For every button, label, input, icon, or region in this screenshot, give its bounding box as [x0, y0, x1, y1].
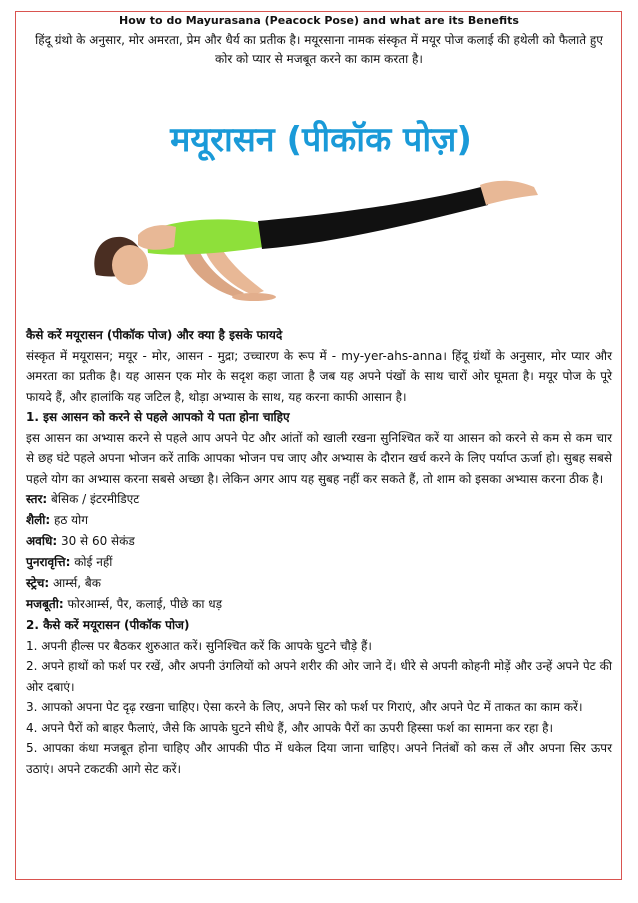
- step-item: 1. अपनी हील्स पर बैठकर शुरुआत करें। सुनिश्चित करें कि आपके घुटने चौड़े हैं।: [26, 638, 372, 653]
- section-paragraph: इस आसन का अभ्यास करने से पहले आप अपने पेट और आंतों को खाली रखना सुनिश्चित करें या आसन को करने से कम से कम चार से छह घंटे पहले अपना भोजन करें ताकि आपका भोजन पच जाए और अभ्यास के दौरान खर्च करने के लिए पर्याप्त ऊर्जा हो। सुबह सबसे पहले योग का अभ्यास करना सबसे अच्छा है। लेकिन अगर आप यह सुबह नहीं कर सकते हैं, तो शाम को इसका अभ्यास करना ठीक है।: [26, 430, 612, 486]
- field-value: आर्म्स, बैक: [49, 576, 101, 590]
- field-row: [26, 552, 612, 573]
- shoulder-shape: [138, 225, 176, 250]
- pants-shape: [258, 187, 488, 249]
- foot-shape: [480, 181, 538, 205]
- step-item: 4. अपने पैरों को बाहर फैलाएं, जैसे कि आपके घुटने सीधे हैं, और आपके पैरों का ऊपरी हिस्सा फर्श का सामना कर रहा है।: [26, 720, 554, 735]
- field-label: पुनरावृत्ति:: [26, 555, 71, 569]
- intro-paragraph: हिंदू ग्रंथो के अनुसार, मोर अमरता, प्रेम और धैर्य का प्रतीक है। मयूरसाना नामक संस्कृत में मयूर पोज कलाई की हथेली को फैलाते हुए कोर को प्यार से मजबूत करने का काम करता है।: [35, 33, 603, 66]
- document-content: [26, 14, 612, 779]
- field-label: स्तर:: [26, 492, 48, 506]
- field-row: [26, 510, 612, 531]
- field-row: [26, 531, 612, 552]
- hero-image: [86, 75, 556, 325]
- step-item: 2. अपने हाथों को फर्श पर रखें, और अपनी उंगलियों को अपने शरीर की ओर जाने दें। धीरे से अपनी कोहनी मोड़ें और उन्हें अपने पेट की ओर दबाएं।: [26, 659, 612, 694]
- hero-title: मयूरासन (पीकॉक पोज़): [170, 120, 472, 160]
- field-value: कोई नहीं: [70, 555, 113, 569]
- field-value: फोरआर्म्स, पैर, कलाई, पीछे का धड़: [63, 597, 223, 611]
- section-heading: कैसे करें मयूरासन (पीकॉक पोज) और क्या है इसके फायदे: [26, 328, 283, 342]
- field-value: हठ योग: [50, 513, 89, 527]
- head-shape: [112, 245, 148, 285]
- step-item: 3. आपको अपना पेट दृढ़ रखना चाहिए। ऐसा करने के लिए, अपने सिर को फर्श पर गिराएं, और अपने पेट में ताकत का काम करें।: [26, 700, 583, 714]
- field-value: 30 से 60 सेकंड: [57, 534, 135, 548]
- field-row: [26, 594, 612, 615]
- field-label: मजबूती:: [26, 597, 64, 611]
- document-title: How to do Mayurasana (Peacock Pose) and what are its Benefits: [119, 14, 519, 27]
- peacock-pose-illustration: [86, 75, 556, 325]
- field-label: अवधि:: [26, 534, 58, 548]
- field-row: [26, 573, 612, 594]
- field-row: [26, 489, 612, 510]
- section-heading: 1. इस आसन को करने से पहले आपको ये पता होना चाहिए: [26, 410, 290, 424]
- field-value: बेसिक / इंटरमीडिएट: [47, 492, 140, 506]
- hand-shape: [232, 293, 276, 301]
- field-label: शैली:: [26, 513, 51, 527]
- section-heading: 2. कैसे करें मयूरासन (पीकॉक पोज): [26, 618, 190, 632]
- field-label: स्ट्रेच:: [26, 576, 50, 590]
- step-item: 5. आपका कंधा मजबूत होना चाहिए और आपकी पीठ में धकेल दिया जाना चाहिए। अपने नितंबों को कस लें और अपना सिर ऊपर उठाएं। अपने टकटकी आगे सेट करें।: [26, 741, 612, 776]
- section-paragraph: संस्कृत में मयूरासन; मयूर - मोर, आसन - मुद्रा; उच्चारण के रूप में - my-yer-ahs-anna। हिंदू ग्रंथों के अनुसार, मोर प्यार और अमरता का प्रतीक है। यह आसन एक मोर के सदृश कहा जाता है जब यह अपने पंखों के साथ चारों ओर घूमता है। मयूर पोज के पूरे फायदे हैं, और हालांकि यह जटिल है, थोड़ा अभ्यास के साथ, यह करना काफी आसान है।: [26, 348, 612, 404]
